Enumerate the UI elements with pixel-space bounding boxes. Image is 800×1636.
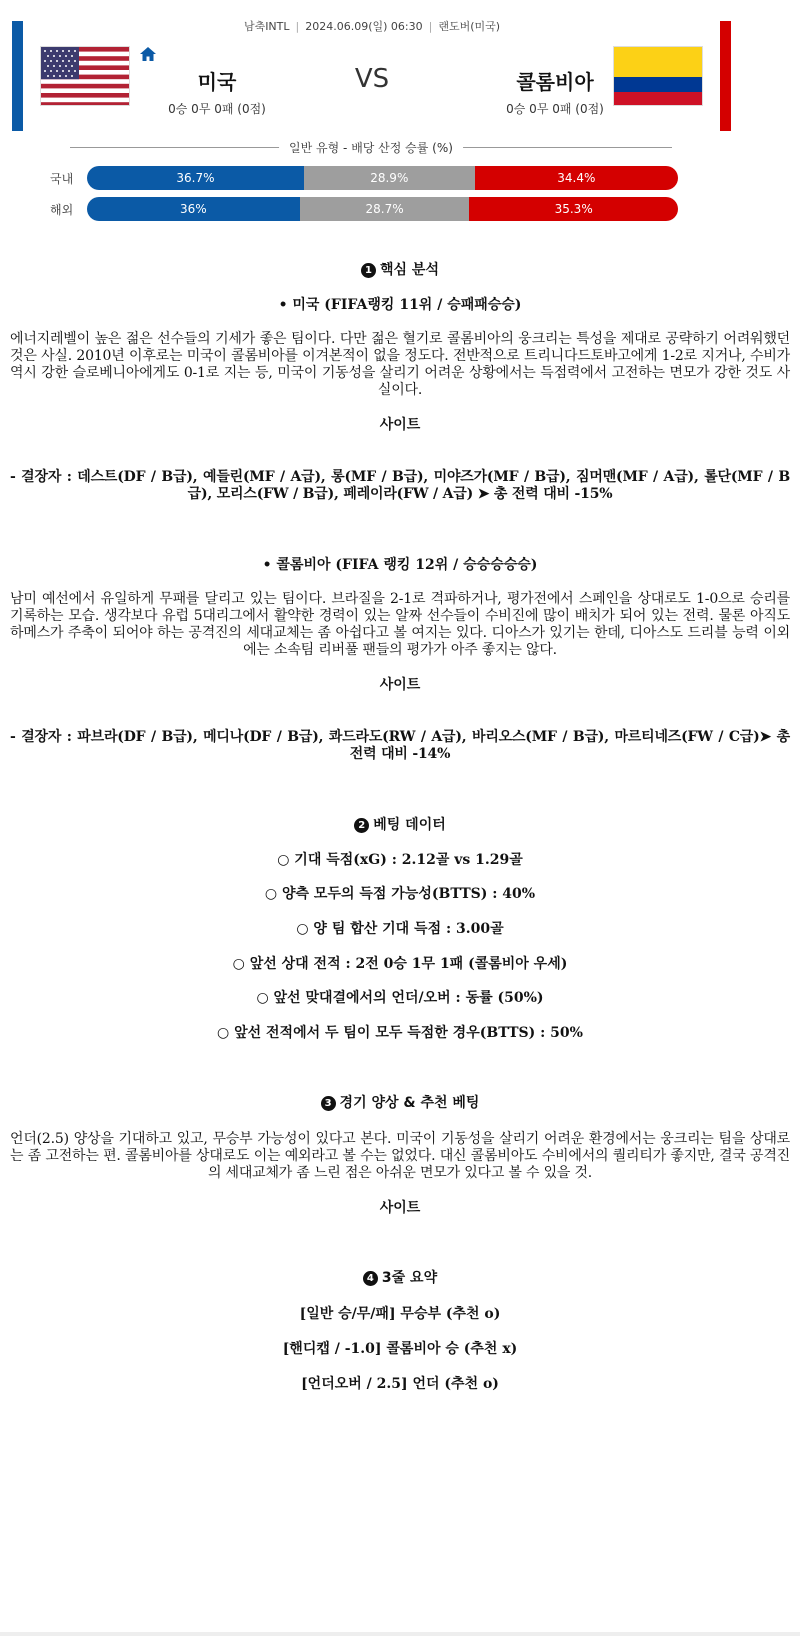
number-1-icon: 1 — [361, 263, 376, 278]
odds-bar — [87, 197, 678, 221]
odds-draw-segment: 28.7% — [300, 197, 470, 221]
away-absentees: - 결장자 : 파브라(DF / B급), 메디나(DF / B급), 콰드라도(RW / A급), 바리오스(MF / B급), 마르티네즈(FW / C급)➤ 총 전력 대비 -14% — [10, 729, 790, 762]
odds-home-segment: 36.7% — [87, 166, 304, 190]
betting-item: ○ 앞선 맞대결에서의 언더/오버 : 동률 (50%) — [256, 990, 544, 1006]
home-absentees: - 결장자 : 데스트(DF / B급), 예들린(MF / A급), 롱(MF / B급), 미야즈가(MF / B급), 짐머맨(MF / A급), 롤단(MF / B급), 모리스(FW / B급), 페레이라(FW / A급) ➤ 총 전력 대비 -15% — [10, 469, 790, 502]
home-team-analysis: 에너지레벨이 높은 젊은 선수들의 기세가 좋은 팀이다. 다만 젊은 혈기로 콜롬비아의 웅크리는 특성을 제대로 공략하기 어려워했던 것은 사실. 2010년 이후로는 미국이 콜롬비아를 이겨본적이 없을 정도다. 전반적으로 트리니다드토바고에게 1-2로 지거나, 수비가 역시 강한 슬로베니아에게도 0-1로 지는 등, 미국이 기동성을 살리기 어려운 상황에서는 득점력에서 고전하는 면모가 강한 것도 사실이다. — [10, 331, 790, 398]
summary-line: [언더오버 / 2.5] 언더 (추천 o) — [301, 1376, 499, 1392]
site-link[interactable]: 사이트 — [379, 677, 421, 693]
odds-away-segment: 34.4% — [475, 166, 678, 190]
odds-label: 국내 — [50, 172, 74, 186]
section-core-analysis-title: 1 핵심 분석 — [10, 262, 790, 279]
odds-row-overseas — [0, 197, 800, 221]
betting-item: ○ 앞선 전적에서 두 팀이 모두 득점한 경우(BTTS) : 50% — [217, 1025, 583, 1041]
away-team-heading: • 콜롬비아 (FIFA 랭킹 12위 / 승승승승승) — [262, 557, 538, 573]
number-4-icon: 4 — [363, 1271, 378, 1286]
home-team-name: 미국 — [197, 70, 237, 94]
away-team-record: 0승 0무 0패 (0점) — [506, 102, 604, 116]
summary-line: [핸디캡 / -1.0] 콜롬비아 승 (추천 x) — [282, 1341, 518, 1357]
betting-item: ○ 기대 득점(xG) : 2.12골 vs 1.29골 — [277, 852, 523, 868]
section-recommendation-title: 3 경기 양상 & 추천 베팅 — [10, 1095, 790, 1112]
odds-draw-segment: 28.9% — [304, 166, 475, 190]
odds-label: 해외 — [50, 203, 74, 217]
away-team-analysis: 남미 예선에서 유일하게 무패를 달리고 있는 팀이다. 브라질을 2-1로 격파하거나, 평가전에서 스페인을 상대로도 1-0으로 승리를 기록하는 모습. 생각보다 유럽 5대리그에서 활약한 경력이 있는 알짜 선수들이 수비진에 많이 배치가 되어 있는 전력. 물론 아직도 하메스가 주축이 되어야 하는 공격진의 세대교체는 좀 아쉽다고 볼 여지는 있다. 디아스가 있기는 한데, 디아스도 드리블 능력 이외에는 소속팀 리버풀 팬들의 평가가 아주 좋지는 않다. — [10, 591, 790, 658]
home-color-bar — [12, 21, 23, 131]
league-name: 남축INTL — [243, 20, 290, 33]
home-team-heading: • 미국 (FIFA랭킹 11위 / 승패패승승) — [278, 297, 522, 313]
odds-row-domestic — [0, 166, 800, 190]
vs-label: VS — [354, 64, 390, 94]
odds-away-segment: 35.3% — [469, 197, 678, 221]
away-team-name: 콜롬비아 — [516, 70, 594, 94]
site-link[interactable]: 사이트 — [379, 417, 421, 433]
odds-bar — [87, 166, 678, 190]
odds-title: 일반 유형 - 배당 산정 승률 (%) — [279, 139, 463, 156]
match-info: 남축INTL | 2024.06.09(일) 06:30 | 랜도버(미국) — [243, 20, 501, 33]
match-datetime: 2024.06.09(일) 06:30 — [305, 20, 423, 33]
match-venue: 랜도버(미국) — [438, 20, 501, 33]
recommendation-text: 언더(2.5) 양상을 기대하고 있고, 무승부 가능성이 있다고 본다. 미국이 기동성을 살리기 어려운 환경에서는 웅크리는 팀을 상대로는 좀 고전하는 편. 콜롬비아를 상대로도 이는 예외라고 볼 수는 없었다. 대신 콜롬비아도 수비에서의 퀄리티가 좋지만, 결국 공격진의 세대교체가 좀 느린 점은 아쉬운 면모가 있다고 볼 수 있을 것. — [10, 1131, 790, 1181]
betting-item: ○ 양 팀 합산 기대 득점 : 3.00골 — [296, 921, 504, 937]
site-link[interactable]: 사이트 — [379, 1200, 421, 1216]
home-icon — [139, 46, 157, 62]
odds-home-segment: 36% — [87, 197, 300, 221]
section-betting-data-title: 2 베팅 데이터 — [10, 817, 790, 834]
betting-item: ○ 양측 모두의 득점 가능성(BTTS) : 40% — [264, 886, 536, 902]
match-header — [0, 0, 800, 140]
number-3-icon: 3 — [321, 1096, 336, 1111]
summary-line: [일반 승/무/패] 무승부 (추천 o) — [299, 1306, 501, 1322]
number-2-icon: 2 — [354, 818, 369, 833]
home-team-record: 0승 0무 0패 (0점) — [168, 102, 266, 116]
odds-title-bar — [70, 138, 672, 158]
section-summary-title: 4 3줄 요약 — [10, 1270, 790, 1287]
footer-divider — [0, 1632, 800, 1636]
betting-item: ○ 앞선 상대 전적 : 2전 0승 1무 1패 (콜롬비아 우세) — [232, 956, 568, 972]
away-color-bar — [720, 21, 731, 131]
